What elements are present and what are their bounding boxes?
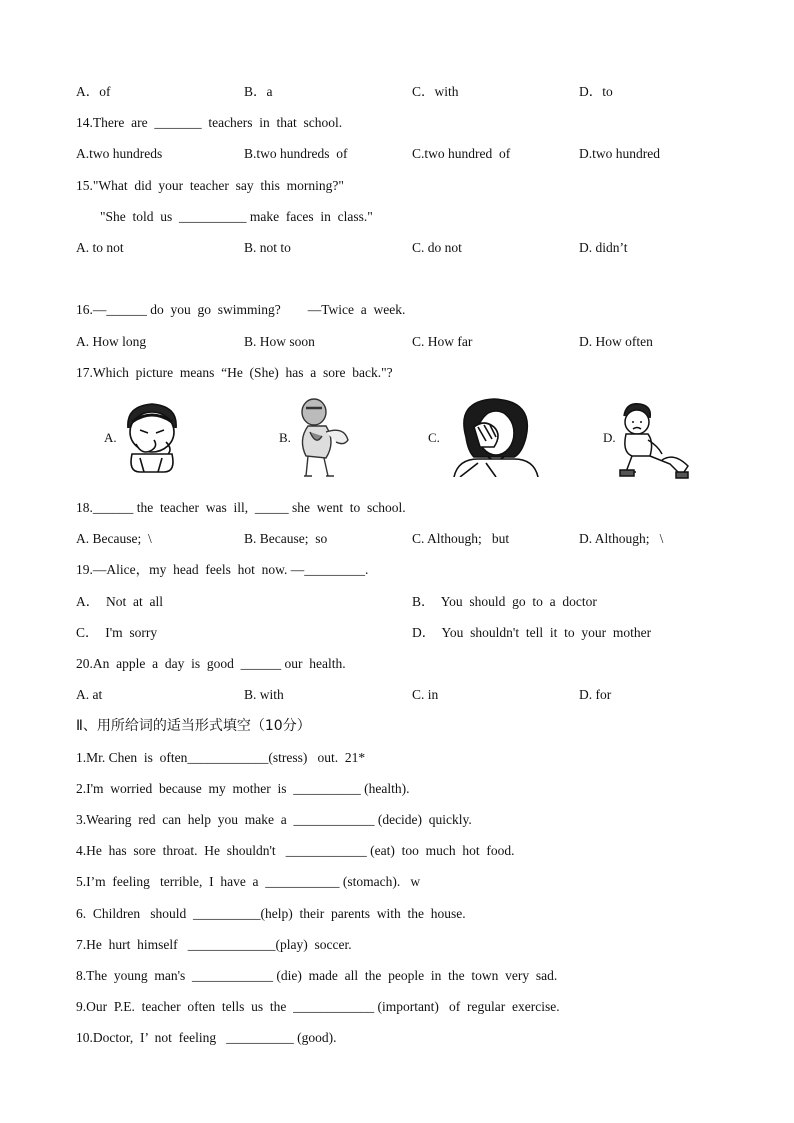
headache-woman-picture bbox=[450, 397, 542, 477]
q14-option-b: B.two hundreds of bbox=[244, 146, 348, 161]
q20-option-d: D. for bbox=[579, 687, 612, 702]
q18-question-text: 18.______ the teacher was ill, _____ she went to school. bbox=[76, 500, 406, 515]
q20-option-c: C. in bbox=[412, 687, 439, 702]
fill-item-text: 10.Doctor, I’ not feeling __________ (good). bbox=[76, 1030, 337, 1045]
q14-option-a: A.two hundreds bbox=[76, 146, 163, 161]
q17-picture-label-d: D. bbox=[603, 430, 616, 445]
q15-option-c: C. do not bbox=[412, 240, 462, 255]
q13-option-d: D．to bbox=[579, 84, 613, 99]
q14-option-c: C.two hundred of bbox=[412, 146, 511, 161]
q15-answer-line bbox=[0, 206, 794, 228]
q19-option-c: C． I'm sorry bbox=[76, 625, 158, 640]
q16-option-d: D. How often bbox=[579, 334, 653, 349]
q20-option-a: A. at bbox=[76, 687, 103, 702]
fill-item-text: 2.I'm worried because my mother is __________ (health). bbox=[76, 781, 410, 796]
q15-question-text: 15."What did your teacher say this morning?" bbox=[76, 178, 344, 193]
q18-options bbox=[0, 528, 794, 550]
q19-question-text: 19.—Alice，my head feels hot now. —_________. bbox=[76, 562, 369, 577]
q18-question bbox=[0, 497, 794, 519]
fill-item bbox=[0, 934, 794, 956]
q17-question bbox=[0, 362, 794, 384]
q13-option-a: A．of bbox=[76, 84, 111, 99]
fill-item bbox=[0, 778, 794, 800]
q15-question bbox=[0, 175, 794, 197]
section-2-heading-text: Ⅱ、用所给词的适当形式填空（10分） bbox=[76, 718, 311, 734]
fill-item-text: 4.He has sore throat. He shouldn't ____________ (eat) too much hot food. bbox=[76, 843, 515, 858]
q16-option-a: A. How long bbox=[76, 334, 147, 349]
q15-option-a: A. to not bbox=[76, 240, 124, 255]
backache-man-picture bbox=[292, 396, 358, 480]
q19-option-d: D． You shouldn't tell it to your mother bbox=[412, 625, 652, 640]
q18-option-b: B. Because; so bbox=[244, 531, 328, 546]
q15-answer-text: "She told us __________ make faces in class." bbox=[100, 209, 373, 224]
q16-question-text: 16.—______ do you go swimming? —Twice a week. bbox=[76, 302, 406, 317]
fill-item-text: 1.Mr. Chen is often____________(stress) out. 21* bbox=[76, 750, 366, 765]
q14-option-d: D.two hundred bbox=[579, 146, 660, 161]
q19-options-row2 bbox=[0, 622, 794, 644]
q14-options bbox=[0, 143, 794, 165]
q16-options bbox=[0, 331, 794, 353]
q15-options bbox=[0, 237, 794, 259]
q19-option-b: B． You should go to a doctor bbox=[412, 594, 597, 609]
fill-item-text: 3.Wearing red can help you make a ____________ (decide) quickly. bbox=[76, 812, 472, 827]
q18-option-a: A. Because; \ bbox=[76, 531, 152, 546]
q20-options bbox=[0, 684, 794, 706]
q19-options-row1 bbox=[0, 591, 794, 613]
fill-item bbox=[0, 809, 794, 831]
q13-option-b: B．a bbox=[244, 84, 273, 99]
q17-picture-label-c: C. bbox=[428, 430, 440, 445]
q18-option-d: D. Although; \ bbox=[579, 531, 664, 546]
toothache-boy-picture bbox=[118, 398, 186, 474]
fill-item bbox=[0, 871, 794, 893]
fill-item-text: 8.The young man's ____________ (die) made all the people in the town very sad. bbox=[76, 968, 558, 983]
q15-option-d: D. didn’t bbox=[579, 240, 628, 255]
fill-item bbox=[0, 996, 794, 1018]
q17-picture-label-b: B. bbox=[279, 430, 291, 445]
q14-question bbox=[0, 112, 794, 134]
fill-item-text: 6. Children should __________(help) their parents with the house. bbox=[76, 906, 466, 921]
q19-question bbox=[0, 559, 794, 581]
fill-item-text: 9.Our P.E. teacher often tells us the ____________ (important) of regular exercise. bbox=[76, 999, 560, 1014]
fill-item bbox=[0, 903, 794, 925]
q20-question-text: 20.An apple a day is good ______ our health. bbox=[76, 656, 346, 671]
q15-option-b: B. not to bbox=[244, 240, 291, 255]
section-2-heading bbox=[0, 715, 794, 737]
q17-question-text: 17.Which picture means “He (She) has a sore back."? bbox=[76, 365, 393, 380]
fill-item bbox=[0, 840, 794, 862]
q20-question bbox=[0, 653, 794, 675]
hurt-leg-boy-picture bbox=[618, 402, 694, 482]
fill-item bbox=[0, 747, 794, 769]
q16-question bbox=[0, 299, 794, 321]
fill-item-text: 5.I’m feeling terrible, I have a ___________ (stomach). w bbox=[76, 874, 421, 889]
q19-option-a: A． Not at all bbox=[76, 594, 163, 609]
fill-item bbox=[0, 965, 794, 987]
q16-option-b: B. How soon bbox=[244, 334, 315, 349]
q14-question-text: 14.There are _______ teachers in that school. bbox=[76, 115, 343, 130]
q13-options bbox=[0, 81, 794, 103]
q13-option-c: C．with bbox=[412, 84, 459, 99]
q16-option-c: C. How far bbox=[412, 334, 473, 349]
q17-picture-label-a: A. bbox=[104, 430, 117, 445]
fill-item bbox=[0, 1027, 794, 1049]
fill-item-text: 7.He hurt himself _____________(play) soccer. bbox=[76, 937, 352, 952]
q20-option-b: B. with bbox=[244, 687, 284, 702]
q18-option-c: C. Although; but bbox=[412, 531, 510, 546]
